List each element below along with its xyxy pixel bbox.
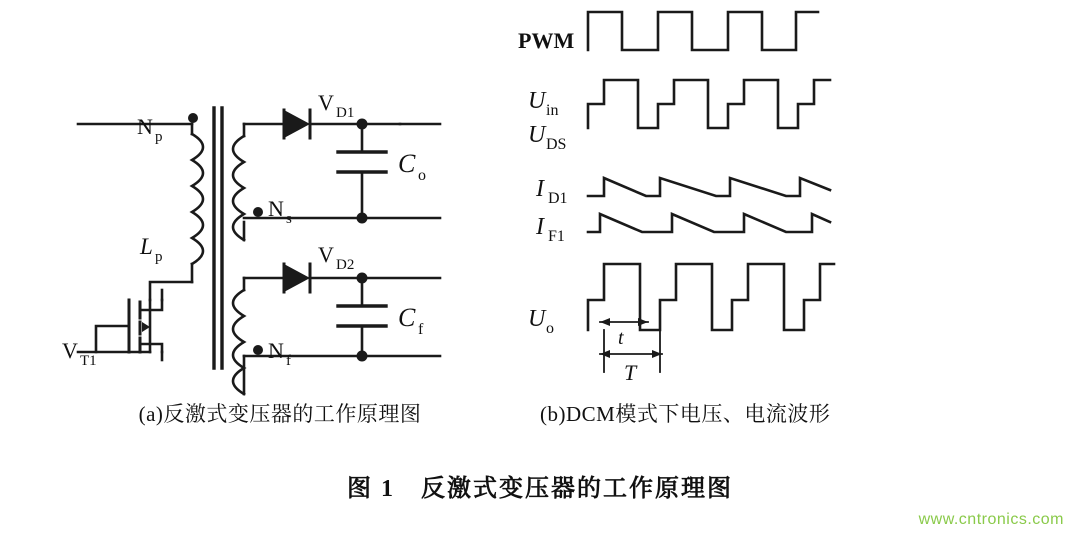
label-id1: I <box>536 176 544 202</box>
label-nf-sub: f <box>286 353 291 369</box>
label-vd2: V <box>318 242 334 267</box>
label-uds-sub: DS <box>546 136 567 153</box>
label-t-on: t <box>618 327 624 349</box>
label-cf: C <box>398 303 416 332</box>
label-lp: L <box>140 234 153 259</box>
label-cf-sub: f <box>418 321 424 338</box>
watermark-text: www.cntronics.com <box>918 511 1064 528</box>
label-co-sub: o <box>418 167 426 184</box>
label-uin-sub: in <box>546 102 559 119</box>
label-vd2-sub: D2 <box>336 257 355 273</box>
figure-title: 图 1 反激式变压器的工作原理图 <box>347 476 733 502</box>
label-uo-sub: o <box>546 320 554 337</box>
label-co: C <box>398 149 416 178</box>
label-uo: U <box>528 306 546 332</box>
label-vt1: V <box>62 338 78 363</box>
label-vd1-sub: D1 <box>336 105 355 121</box>
label-np: N <box>137 114 153 139</box>
caption-b: (b)DCM模式下电压、电流波形 <box>540 402 831 426</box>
label-nf: N <box>268 338 284 363</box>
label-uds: U <box>528 122 546 148</box>
label-vd1: V <box>318 90 334 115</box>
label-period: T <box>624 360 637 385</box>
label-uin: U <box>528 88 546 114</box>
caption-a: (a)反激式变压器的工作原理图 <box>138 402 422 426</box>
label-pwm: PWM <box>518 28 575 53</box>
label-vt1-sub: T1 <box>80 353 97 369</box>
waveform-labels <box>518 28 638 385</box>
label-ns-sub: s <box>286 211 292 227</box>
waveform-diagram <box>588 12 834 372</box>
label-np-sub: p <box>155 129 163 145</box>
label-if1: I <box>536 214 544 240</box>
label-lp-sub: p <box>155 249 163 265</box>
label-ns: N <box>268 196 284 221</box>
circuit-diagram <box>78 108 440 394</box>
label-id1-sub: D1 <box>548 190 568 207</box>
label-if1-sub: F1 <box>548 228 565 245</box>
